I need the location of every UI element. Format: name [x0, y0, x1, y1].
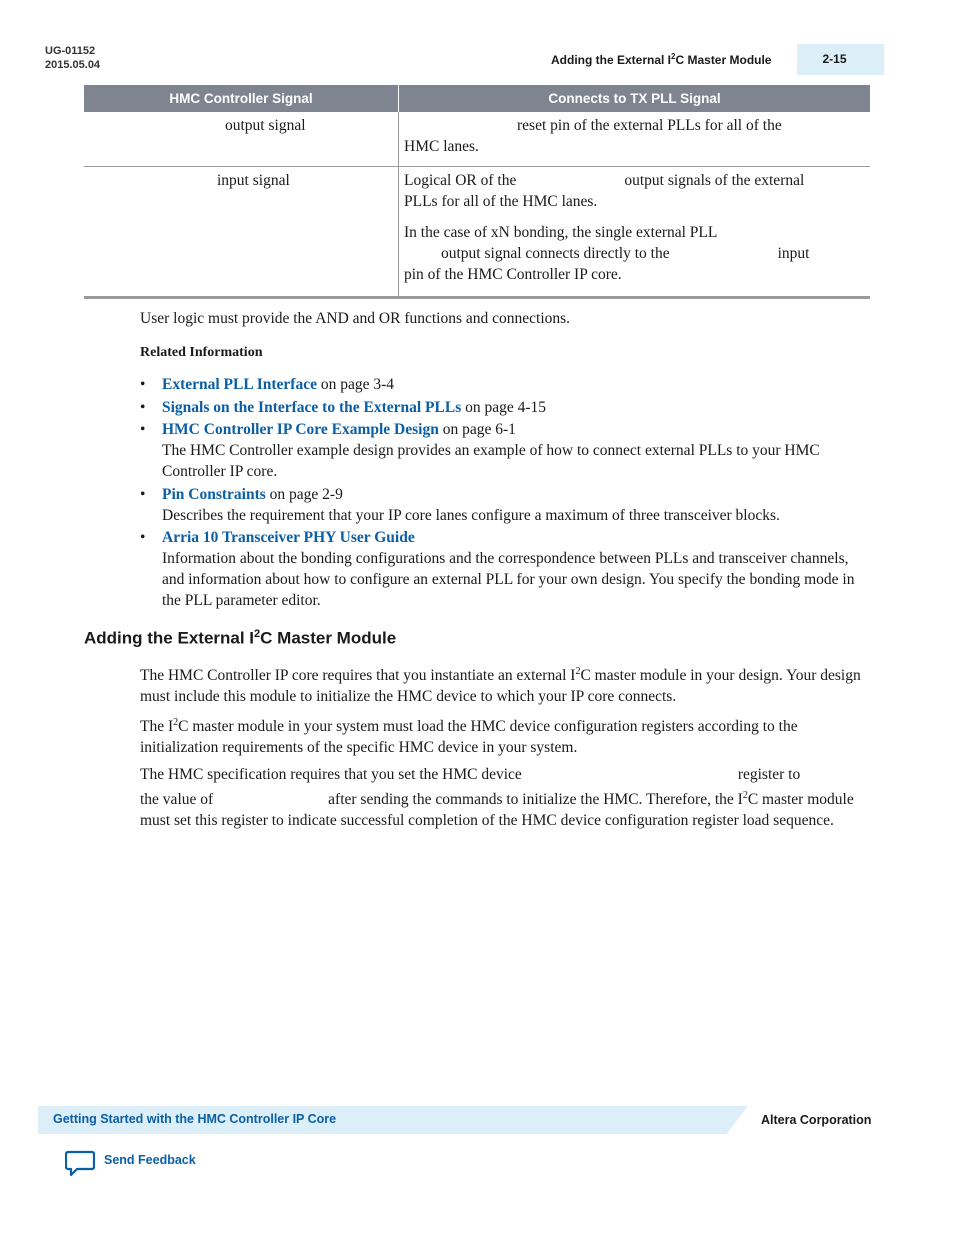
bullet: •	[140, 421, 146, 438]
connection-cell	[399, 167, 871, 298]
footer-document-link[interactable]: Getting Started with the HMC Controller IP Core	[53, 1112, 337, 1126]
list-item: • External PLL Interface on page 3-4	[140, 376, 395, 393]
section-paragraph: The HMC specification requires that you set the HMC device register to the value of after sending the commands to initialize the HMC. Therefore, the $I^2C$ master module must set this register to indicate successful completion of the HMC device configuration register load sequence.	[140, 766, 854, 830]
signal-cell: input signal	[84, 167, 399, 298]
note-paragraph: User logic must provide the AND and OR functions and connections.	[140, 310, 571, 327]
column-header: Connects to TX PLL Signal	[399, 85, 871, 112]
list-item: • HMC Controller IP Core Example Design on page 6-1 The HMC Controller example design provides an example of how to connect external PLLs to your HMC Controller IP core.	[140, 419, 870, 482]
column-header: HMC Controller Signal	[84, 85, 399, 112]
list-item: • Pin Constraints on page 2-9 Describes the requirement that your IP core lanes configure a maximum of three transceiver blocks.	[140, 484, 870, 526]
related-link[interactable]: Signals on the Interface to the External PLLs	[162, 398, 462, 416]
signal-cell: output signal	[84, 112, 399, 167]
table-row	[84, 167, 870, 298]
table-row	[84, 112, 870, 167]
related-link[interactable]: Arria 10 Transceiver PHY User Guide	[162, 529, 415, 546]
list-item: • Signals on the Interface to the External PLLs on page 4-15	[140, 398, 547, 416]
bullet: •	[140, 529, 146, 546]
section-paragraph: The $I^2C$ master module in your system must load the HMC device configuration registers according to the initialization requirements of the specific HMC device in your system.	[140, 717, 798, 757]
related-link[interactable]: Pin Constraints	[162, 485, 266, 503]
cell-paragraph: In the case of xN bonding, the single external PLL output signal connects directly to the input pin of the HMC Controller IP core.	[404, 224, 810, 283]
page-number: 2-15	[797, 44, 884, 75]
bullet: •	[140, 398, 146, 416]
related-link[interactable]: HMC Controller IP Core Example Design	[162, 421, 439, 438]
related-link[interactable]: External PLL Interface	[162, 376, 317, 393]
related-description: Information about the bonding configurations and the correspondence between PLLs and transceiver channels, and information about how to configure an external PLL for your own design. You specify the bonding mode in the PLL parameter editor.	[162, 550, 855, 609]
bullet: •	[140, 485, 146, 503]
bullet: •	[140, 376, 146, 393]
cell-paragraph: Logical OR of the output signals of the external PLLs for all of the HMC lanes.	[404, 172, 805, 210]
related-description: The HMC Controller example design provides an example of how to connect external PLLs to your HMC Controller IP core.	[162, 442, 820, 480]
speech-bubble-icon[interactable]	[65, 1150, 95, 1178]
table-header-row	[84, 85, 870, 112]
list-item	[140, 527, 870, 611]
doc-date: 2015.05.04	[45, 59, 101, 71]
section-paragraph: The HMC Controller IP core requires that you instantiate an external $I^2C$ master module in your design. Your design must include this module to initialize the HMC device to which your IP core connects.	[140, 666, 861, 706]
footer-company: Altera Corporation	[761, 1113, 872, 1127]
signal-table	[84, 85, 870, 299]
related-description: Describes the requirement that your IP core lanes configure a maximum of three transceiver blocks.	[162, 506, 780, 524]
connection-cell	[399, 112, 871, 167]
running-header-title: Adding the External $I^2C$ Master Module	[551, 52, 772, 67]
section-heading: Adding the External $I^2C$ Master Module	[84, 628, 397, 648]
related-information-heading: Related Information	[140, 345, 263, 360]
document-id	[45, 44, 100, 72]
related-information-list	[140, 374, 870, 613]
doc-number: UG-01152	[45, 45, 96, 57]
cell-paragraph: reset pin of the external PLLs for all of the HMC lanes.	[404, 117, 782, 155]
send-feedback-link[interactable]: Send Feedback	[104, 1153, 196, 1167]
